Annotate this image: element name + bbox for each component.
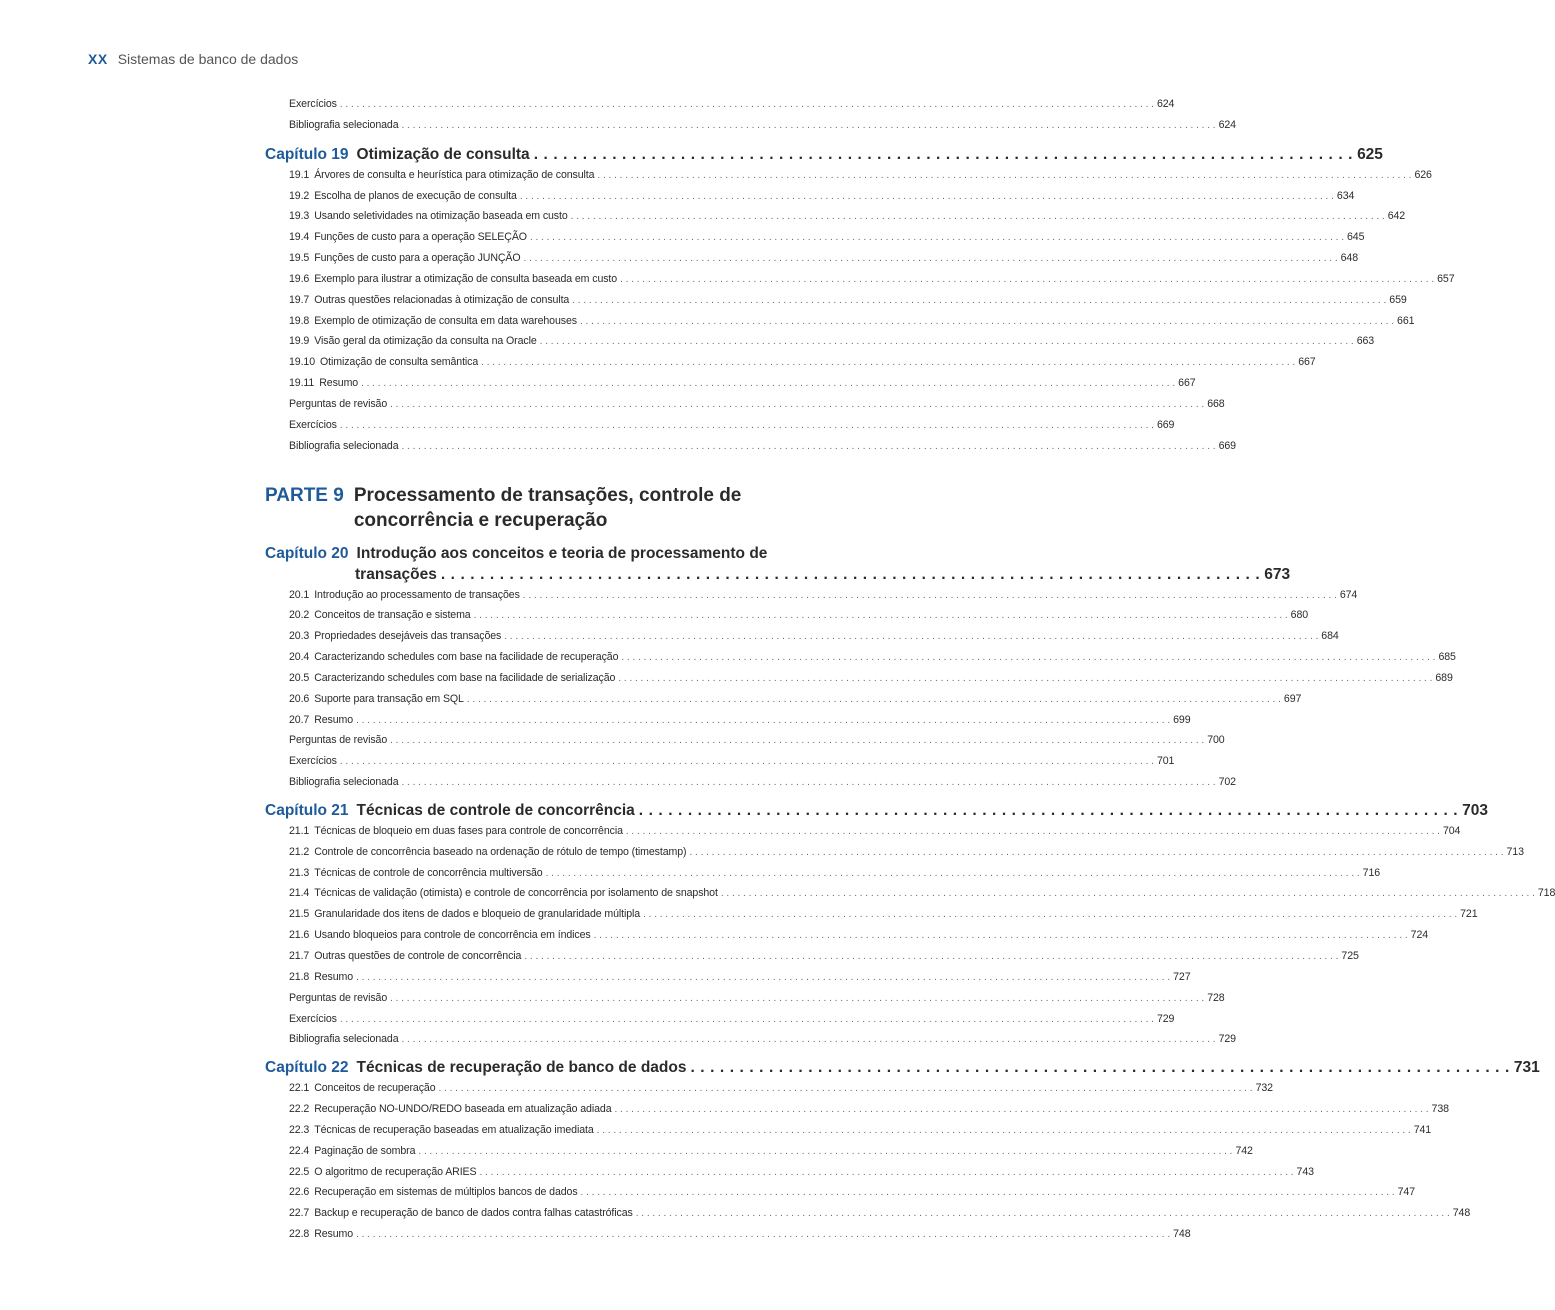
- toc-entry: [265, 394, 1225, 415]
- part-heading-9: [265, 483, 863, 533]
- toc-entry: [265, 842, 1524, 863]
- dot-leader: [524, 248, 1338, 270]
- toc-entry: [265, 689, 1302, 710]
- section-page: 674: [1339, 588, 1358, 601]
- dot-leader: [402, 1029, 1216, 1051]
- section-number: 19.4: [289, 231, 310, 244]
- chapter-page: 673: [1264, 565, 1291, 583]
- ch22-entries: [265, 1078, 1471, 1245]
- book-title: Sistemas de banco de dados: [117, 51, 299, 67]
- section-page: 728: [1207, 991, 1225, 1004]
- dot-leader: [340, 751, 1154, 773]
- section-page: 661: [1397, 314, 1415, 327]
- section-number: 19.5: [289, 252, 310, 265]
- toc-entry: [265, 904, 1478, 925]
- section-number: 22.6: [289, 1186, 310, 1199]
- section-page: 669: [1156, 418, 1175, 431]
- section-number: 20.3: [289, 630, 310, 643]
- section-page: 634: [1336, 189, 1355, 202]
- toc-entry: [265, 821, 1461, 842]
- section-title: Exercícios: [289, 1012, 337, 1025]
- toc-entry: [265, 227, 1365, 248]
- toc-entry: [265, 352, 1316, 373]
- dot-leader: [361, 373, 1175, 395]
- section-page: 718: [1537, 887, 1555, 900]
- section-title: Granularidade dos itens de dados e bloqueio de granularidade múltipla: [314, 908, 641, 921]
- section-title: Backup e recuperação de banco de dados contra falhas catastróficas: [314, 1207, 633, 1220]
- toc-entry: [265, 415, 1175, 436]
- section-title: Propriedades desejáveis das transações: [314, 630, 502, 643]
- section-page: 700: [1207, 734, 1225, 747]
- section-title: Exercícios: [289, 755, 337, 768]
- section-title: O algoritmo de recuperação ARIES: [314, 1165, 477, 1178]
- chapter-title: Otimização de consulta: [356, 145, 530, 163]
- dot-leader: [524, 946, 1338, 968]
- section-title: Usando seletividades na otimização baseada em custo: [314, 210, 568, 223]
- dot-leader: [356, 1224, 1170, 1246]
- section-page: 626: [1414, 168, 1432, 181]
- section-title: Suporte para transação em SQL: [314, 692, 464, 705]
- section-title: Outras questões relacionadas à otimização de consulta: [314, 293, 570, 306]
- section-title: Bibliografia selecionada: [289, 439, 399, 452]
- dot-leader: [356, 710, 1170, 732]
- dot-leader: [636, 1203, 1450, 1225]
- section-page: 663: [1356, 335, 1375, 348]
- toc-entry: [265, 290, 1407, 311]
- dot-leader: [594, 925, 1408, 947]
- section-number: 20.7: [289, 713, 310, 726]
- section-number: 20.2: [289, 609, 310, 622]
- section-title: Exemplo para ilustrar a otimização de consulta baseada em custo: [314, 272, 618, 285]
- dot-leader: [390, 394, 1204, 416]
- toc-entry: [265, 248, 1358, 269]
- section-title: Paginação de sombra: [314, 1144, 416, 1157]
- section-title: Resumo: [319, 377, 359, 390]
- section-title: Funções de custo para a operação SELEÇÃO: [314, 231, 527, 244]
- section-number: 19.6: [289, 272, 310, 285]
- dot-leader: [523, 585, 1337, 607]
- section-number: 21.4: [289, 887, 310, 900]
- dot-leader: [689, 842, 1503, 864]
- section-number: 21.6: [289, 929, 310, 942]
- toc-entry: [265, 1141, 1253, 1162]
- section-page: 667: [1298, 356, 1316, 369]
- section-page: 743: [1296, 1165, 1314, 1178]
- section-page: 699: [1173, 713, 1191, 726]
- chapter-number: Capítulo 21: [265, 801, 349, 819]
- section-page: 645: [1347, 231, 1365, 244]
- chapter-page: 703: [1462, 801, 1489, 819]
- toc-entry: [265, 925, 1429, 946]
- section-title: Bibliografia selecionada: [289, 1033, 399, 1046]
- section-title: Conceitos de transação e sistema: [314, 609, 471, 622]
- chapter-heading-19: [265, 144, 1383, 165]
- section-number: 19.3: [289, 210, 310, 223]
- dot-leader: [402, 436, 1216, 458]
- section-title: Visão geral da otimização da consulta na Oracle: [314, 335, 537, 348]
- dot-leader: [520, 186, 1334, 208]
- section-number: 22.2: [289, 1103, 310, 1116]
- chapter-title: Técnicas de controle de concorrência: [356, 801, 635, 819]
- dot-leader: [643, 904, 1457, 926]
- ch19-entries: [265, 165, 1455, 457]
- section-page: 648: [1340, 252, 1358, 265]
- toc-entry: [265, 1203, 1471, 1224]
- toc-entry: [265, 1224, 1191, 1245]
- toc-entry: [265, 1009, 1175, 1030]
- section-title: Resumo: [314, 1228, 354, 1241]
- toc-entry: [265, 1182, 1415, 1203]
- section-page: 697: [1283, 692, 1302, 705]
- dot-leader: [540, 331, 1354, 353]
- section-number: 22.7: [289, 1207, 310, 1220]
- section-page: 702: [1218, 776, 1236, 789]
- toc-entry: [265, 311, 1415, 332]
- chapter-page: 625: [1357, 145, 1383, 163]
- toc-entry: Exercícios . . . 624: [265, 94, 863, 115]
- toc-entry: [265, 883, 1555, 904]
- toc-entry: [265, 585, 1358, 606]
- toc-entry: [265, 1162, 1314, 1183]
- section-page: 701: [1156, 755, 1175, 768]
- section-page: 742: [1235, 1144, 1253, 1157]
- ch21-entries: [265, 821, 1555, 1050]
- section-number: 20.1: [289, 588, 310, 601]
- section-title: Conceitos de recuperação: [314, 1082, 436, 1095]
- toc-entry: [265, 772, 1236, 793]
- section-page: 748: [1173, 1228, 1191, 1241]
- toc-entry: [265, 1029, 1236, 1050]
- dot-leader: [721, 883, 1535, 905]
- dot-leader: [474, 605, 1288, 627]
- section-title: Técnicas de validação (otimista) e controle de concorrência por isolamento de snapshot: [314, 887, 718, 900]
- chapter-heading-21: [265, 800, 1489, 821]
- running-head: [88, 51, 298, 67]
- section-number: 21.5: [289, 908, 310, 921]
- section-page: 667: [1178, 377, 1196, 390]
- toc-entry: [265, 946, 1359, 967]
- section-number: 22.3: [289, 1123, 310, 1136]
- dot-leader: [571, 206, 1385, 228]
- page-number: XX: [88, 51, 108, 67]
- toc-entry: [265, 165, 1432, 186]
- chapter-heading-22: [265, 1057, 1540, 1078]
- chapter-heading-20: [265, 543, 1291, 585]
- ch18-tail-entries: [265, 94, 1236, 136]
- section-page: 729: [1218, 1033, 1236, 1046]
- toc-entry: [265, 730, 1225, 751]
- section-title: Exercícios: [289, 418, 337, 431]
- dot-leader: [580, 311, 1394, 333]
- dot-leader: [439, 1078, 1253, 1100]
- dot-leader: [618, 668, 1432, 690]
- chapter-number: Capítulo 19: [265, 145, 349, 163]
- toc-entry: [265, 751, 1175, 772]
- dot-leader: [597, 165, 1411, 187]
- dot-leader: [620, 269, 1434, 291]
- chapter-title-line1: Introdução aos conceitos e teoria de processamento de: [356, 544, 768, 562]
- toc-entry: [265, 626, 1339, 647]
- section-page: 716: [1362, 866, 1381, 879]
- dot-leader: [546, 863, 1360, 885]
- dot-leader: [340, 415, 1154, 437]
- chapter-number: Capítulo 22: [265, 1059, 349, 1077]
- section-number: 21.8: [289, 970, 310, 983]
- dot-leader: [481, 352, 1295, 374]
- section-page: 724: [1410, 929, 1429, 942]
- section-title: Otimização de consulta semântica: [320, 356, 479, 369]
- toc-entry: [265, 373, 1196, 394]
- section-number: 22.5: [289, 1165, 310, 1178]
- dot-leader: [340, 1009, 1154, 1031]
- toc-entry: [265, 988, 1225, 1009]
- chapter-page: 731: [1513, 1059, 1540, 1077]
- dot-leader: [402, 772, 1216, 794]
- chapter-number: Capítulo 20: [265, 544, 349, 562]
- section-number: 19.7: [289, 293, 310, 306]
- dot-leader: [479, 1162, 1293, 1184]
- dot-leader: [504, 626, 1318, 648]
- dot-leader: [572, 290, 1386, 312]
- section-number: 19.9: [289, 335, 310, 348]
- section-page: 727: [1173, 970, 1191, 983]
- toc-entry: [265, 1099, 1449, 1120]
- section-number: 22.8: [289, 1228, 310, 1241]
- toc-entry: [265, 186, 1355, 207]
- section-page: 669: [1218, 439, 1236, 452]
- chapter-title-line2: transações: [355, 565, 437, 583]
- toc-entry: [265, 436, 1236, 457]
- section-title: Recuperação NO-UNDO/REDO baseada em atualização adiada: [314, 1103, 612, 1116]
- section-title: Técnicas de controle de concorrência multiversão: [314, 866, 543, 879]
- section-page: 657: [1437, 272, 1455, 285]
- section-title: Recuperação em sistemas de múltiplos bancos de dados: [314, 1186, 578, 1199]
- toc-entry: [265, 206, 1406, 227]
- section-page: 713: [1506, 845, 1524, 858]
- section-number: 21.3: [289, 866, 310, 879]
- section-title: Árvores de consulta e heurística para otimização de consulta: [314, 168, 595, 181]
- section-title: Escolha de planos de execução de consulta: [314, 189, 517, 202]
- dot-leader: [390, 988, 1204, 1010]
- dot-leader: [581, 1182, 1395, 1204]
- section-title: Resumo: [314, 970, 354, 983]
- section-page: 704: [1442, 824, 1461, 837]
- section-number: 22.1: [289, 1082, 310, 1095]
- section-title: Técnicas de recuperação baseadas em atualização imediata: [314, 1123, 594, 1136]
- section-number: 19.10: [289, 356, 316, 369]
- section-page: 738: [1431, 1103, 1449, 1116]
- section-number: 20.4: [289, 651, 310, 664]
- section-page: 685: [1438, 651, 1456, 664]
- toc-entry: [265, 1120, 1432, 1141]
- section-number: 19.2: [289, 189, 310, 202]
- dot-leader: [614, 1099, 1428, 1121]
- toc-entry: [265, 863, 1381, 884]
- section-page: 725: [1341, 950, 1359, 962]
- dot-leader: [467, 689, 1281, 711]
- section-number: 21.2: [289, 845, 310, 858]
- section-page: 729: [1156, 1012, 1175, 1025]
- dot-leader: [621, 647, 1435, 669]
- section-page: 732: [1255, 1082, 1273, 1095]
- dot-leader: [390, 730, 1204, 752]
- section-number: 20.6: [289, 692, 310, 705]
- section-number: 20.5: [289, 671, 310, 684]
- section-page: 747: [1397, 1186, 1415, 1199]
- chapter-title: Técnicas de recuperação de banco de dados: [356, 1059, 687, 1077]
- section-page: 721: [1460, 908, 1478, 921]
- section-number: 19.8: [289, 314, 310, 327]
- dot-leader: [597, 1120, 1411, 1142]
- toc-entry: Bibliografia selecionada . . . 624: [265, 115, 863, 136]
- toc-entry: [265, 269, 1455, 290]
- ch20-entries: [265, 585, 1456, 793]
- section-title: Caracterizando schedules com base na facilidade de recuperação: [314, 651, 619, 664]
- dot-leader: [626, 821, 1440, 843]
- toc-entry: [265, 668, 1453, 689]
- section-number: 21.1: [289, 824, 310, 837]
- section-title: Técnicas de bloqueio em duas fases para controle de concorrência: [314, 824, 623, 837]
- section-page: 659: [1389, 293, 1407, 306]
- section-number: 19.1: [289, 168, 310, 181]
- section-title: Introdução ao processamento de transações: [314, 588, 520, 601]
- toc-entry: [265, 967, 1191, 988]
- section-title: Usando bloqueios para controle de concorrência em índices: [314, 929, 591, 942]
- toc-entry: [265, 1078, 1273, 1099]
- section-page: 684: [1321, 630, 1339, 643]
- section-page: 680: [1290, 609, 1309, 622]
- toc-entry: [265, 647, 1456, 668]
- section-title: Perguntas de revisão: [289, 397, 388, 410]
- section-page: 689: [1435, 671, 1453, 684]
- toc-entry: [265, 331, 1375, 352]
- dot-leader: [356, 967, 1170, 989]
- section-number: 19.11: [289, 377, 315, 390]
- section-title: Resumo: [314, 713, 354, 726]
- section-title: Controle de concorrência baseado na ordenação de rótulo de tempo (timestamp): [314, 845, 687, 858]
- section-title: Exemplo de otimização de consulta em data warehouses: [314, 314, 577, 327]
- section-title: Perguntas de revisão: [289, 991, 388, 1004]
- section-title: Perguntas de revisão: [289, 734, 388, 747]
- section-title: Outras questões de controle de concorrência: [314, 950, 522, 962]
- dot-leader: [418, 1141, 1232, 1163]
- section-title: Bibliografia selecionada: [289, 776, 399, 789]
- table-of-contents: [265, 94, 1555, 1245]
- section-number: 22.4: [289, 1144, 310, 1157]
- section-title: Caracterizando schedules com base na facilidade de serialização: [314, 671, 616, 684]
- toc-entry: [265, 605, 1309, 626]
- section-page: 748: [1452, 1207, 1471, 1220]
- section-title: Funções de custo para a operação JUNÇÃO: [314, 252, 521, 265]
- section-page: 642: [1387, 210, 1406, 223]
- toc-entry: [265, 710, 1191, 731]
- section-page: 741: [1413, 1123, 1432, 1136]
- part-number: PARTE 9: [265, 484, 344, 506]
- section-page: 668: [1207, 397, 1225, 410]
- part-title: Processamento de transações, controle de concorrência e recuperação: [353, 484, 742, 531]
- section-number: 21.7: [289, 950, 310, 962]
- dot-leader: [530, 227, 1344, 249]
